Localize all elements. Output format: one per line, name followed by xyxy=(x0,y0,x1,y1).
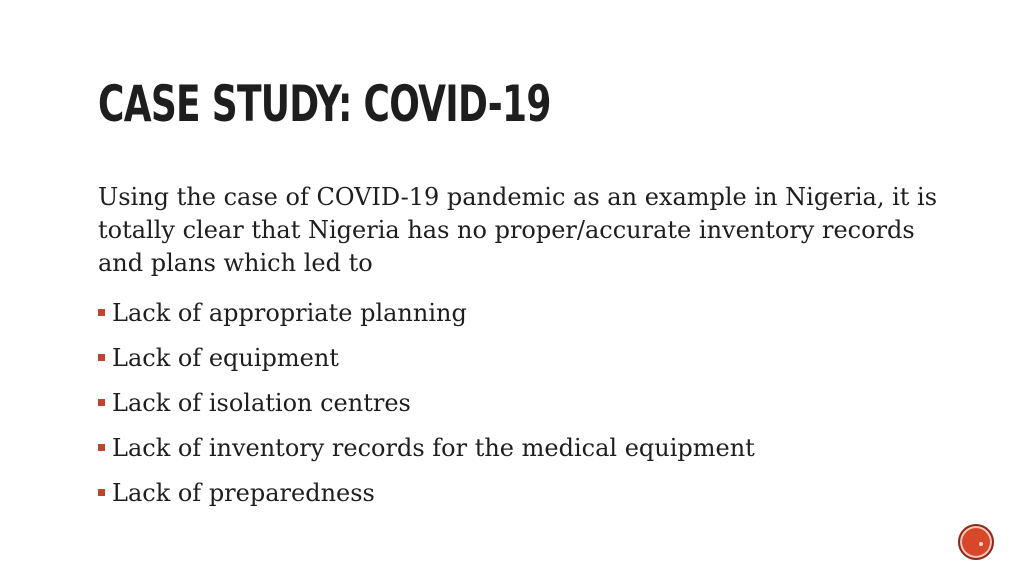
bullet-text: Lack of appropriate planning xyxy=(112,298,467,327)
bullet-text: Lack of equipment xyxy=(112,343,339,372)
bullet-text: Lack of inventory records for the medical equipment xyxy=(112,433,755,462)
bullet-item xyxy=(98,335,755,380)
slide-nav-button[interactable] xyxy=(958,524,994,560)
bullet-item xyxy=(98,470,755,515)
intro-paragraph: Using the case of COVID-19 pandemic as an example in Nigeria, it is totally clear that Nigeria has no proper/accurate inventory records and plans which led to xyxy=(98,183,938,277)
square-bullet-icon xyxy=(98,444,105,451)
square-bullet-icon xyxy=(98,309,105,316)
slide-title: CASE STUDY: COVID-19 xyxy=(98,75,551,133)
bullet-item xyxy=(98,380,755,425)
square-bullet-icon xyxy=(98,489,105,496)
bullet-text: Lack of preparedness xyxy=(112,478,375,507)
nav-dot-icon xyxy=(979,542,983,546)
bullet-list xyxy=(98,290,755,515)
bullet-item xyxy=(98,425,755,470)
bullet-text: Lack of isolation centres xyxy=(112,388,411,417)
square-bullet-icon xyxy=(98,399,105,406)
square-bullet-icon xyxy=(98,354,105,361)
bullet-item xyxy=(98,290,755,335)
